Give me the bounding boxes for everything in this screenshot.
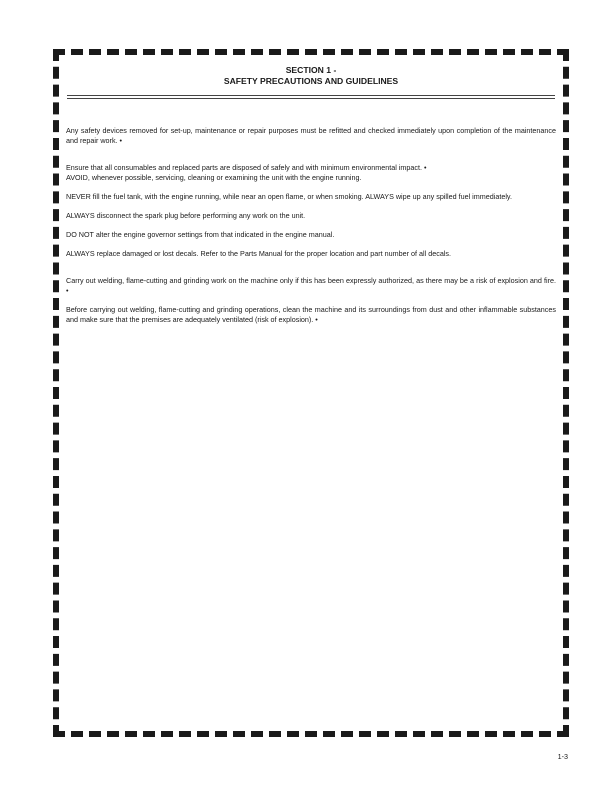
- paragraph-spark-plug: ALWAYS disconnect the spark plug before performing any work on the unit.: [66, 211, 306, 220]
- section-number: SECTION 1 -: [285, 65, 337, 75]
- paragraph-safety-devices: Any safety devices removed for set-up, maintenance or repair purposes must be refitted and checked immediately upon completion of the maintenance and repair work. •: [66, 126, 556, 145]
- header-rule-top: [67, 95, 555, 96]
- safety-guidelines-text: [66, 126, 556, 334]
- section-header: [59, 65, 563, 87]
- paragraph-decals: ALWAYS replace damaged or lost decals. Refer to the Parts Manual for the proper location and part number of all decals.: [66, 249, 451, 258]
- paragraph-welding: Carry out welding, flame-cutting and grinding work on the machine only if this has been expressly authorized, as there may be a risk of explosion and fire. •: [66, 276, 556, 295]
- header-rule-bottom: [67, 98, 555, 99]
- paragraph-fuel-tank: NEVER fill the fuel tank, with the engine running, while near an open flame, or when smoking. ALWAYS wipe up any spilled fuel immediately.: [66, 192, 512, 201]
- page-border: [53, 49, 569, 737]
- paragraph-cleaning: Before carrying out welding, flame-cutting and grinding operations, clean the machine and its surroundings from dust and other inflammable substances and make sure that the premises are adequately ventilated (risk of explosion). •: [66, 305, 556, 324]
- paragraph-governor: DO NOT alter the engine governor settings from that indicated in the engine manual.: [66, 230, 335, 239]
- section-title: SAFETY PRECAUTIONS AND GUIDELINES: [223, 76, 399, 86]
- paragraph-avoid-servicing: AVOID, whenever possible, servicing, cleaning or examining the unit with the engine running.: [66, 173, 362, 182]
- page-number: 1-3: [557, 752, 568, 761]
- paragraph-consumables: Ensure that all consumables and replaced parts are disposed of safely and with minimum environmental impact. •: [66, 163, 427, 172]
